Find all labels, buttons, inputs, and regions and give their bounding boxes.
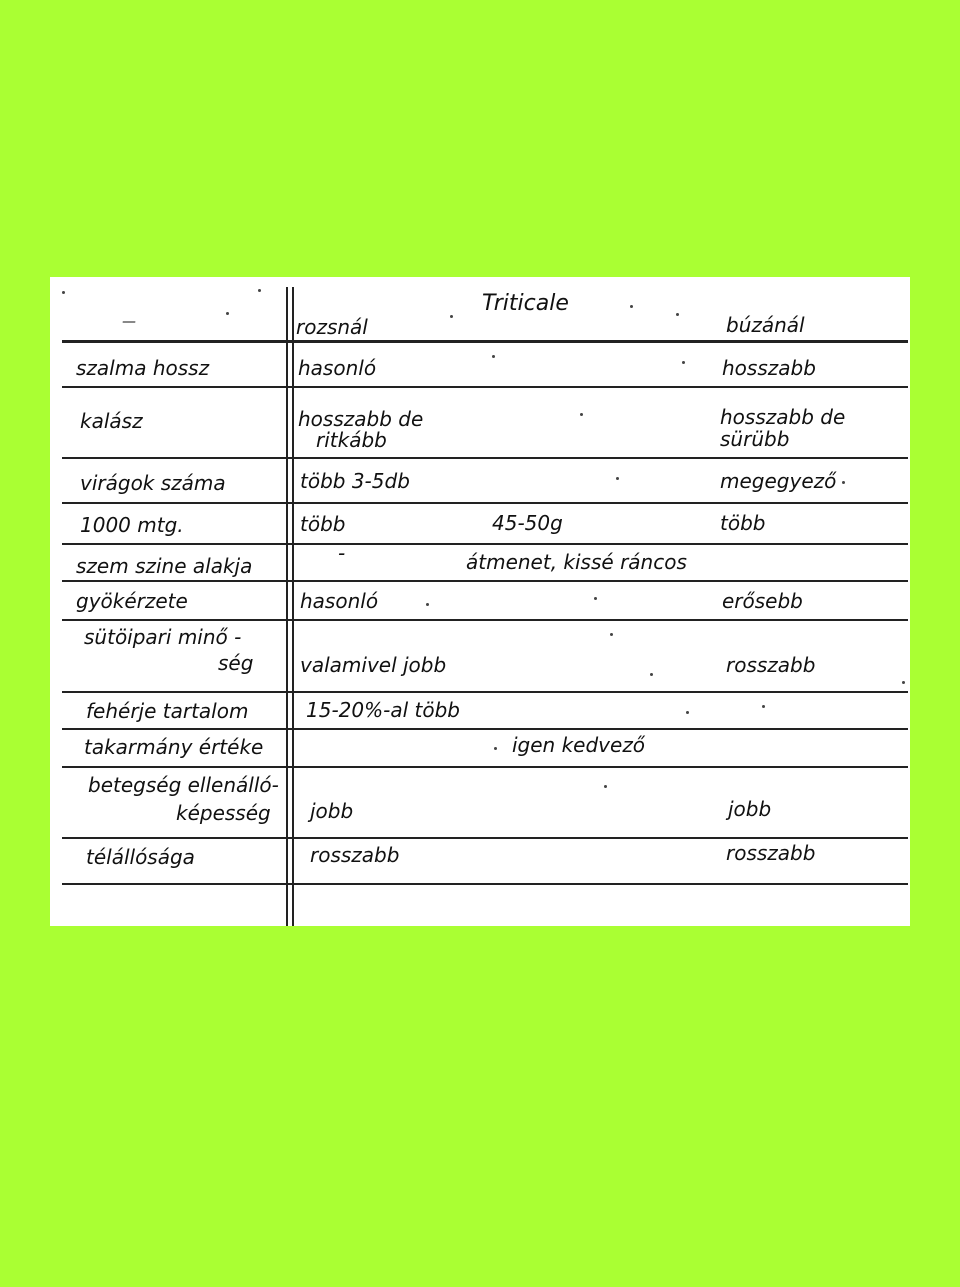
cell-buza: több (720, 511, 766, 535)
scan-speck (682, 361, 685, 364)
cell-center: átmenet, kissé ráncos (466, 550, 687, 574)
header-col-buzanal: búzánál (726, 313, 805, 337)
scan-speck (686, 711, 689, 714)
row-label: télállósága (86, 845, 195, 869)
cell-rozs: 15-20%-al több (306, 698, 460, 722)
cell-buza: hosszabb (722, 356, 816, 380)
row-divider-line (62, 619, 908, 621)
row-divider-line (62, 728, 908, 730)
scan-speck (580, 413, 583, 416)
scan-speck (258, 289, 261, 292)
row-label: szalma hossz (76, 356, 210, 380)
cell-rozs: hasonló (298, 356, 377, 380)
cell-rozs-line1: hosszabb de (298, 407, 424, 431)
cell-center: igen kedvező (512, 733, 646, 757)
row-divider-line (62, 580, 908, 582)
row-label-line2: ség (218, 651, 254, 675)
scan-speck (494, 747, 497, 750)
row-divider-line (62, 883, 908, 885)
cell-buza: rosszabb (726, 653, 816, 677)
header-corner-dash: — (122, 314, 136, 330)
scan-speck (676, 313, 679, 316)
column-divider-line (292, 287, 294, 926)
scan-speck (594, 597, 597, 600)
cell-rozs: több 3-5db (300, 469, 410, 493)
row-label-line1: sütöipari minő - (84, 625, 242, 649)
row-divider-line (62, 543, 908, 545)
scan-speck (902, 681, 905, 684)
cell-rozs: hasonló (300, 589, 379, 613)
scan-speck (604, 785, 607, 788)
scan-speck (226, 312, 229, 315)
cell-buza: erősebb (722, 589, 803, 613)
row-label-line2: képesség (176, 801, 271, 825)
row-label: gyökérzete (76, 589, 188, 613)
row-divider-line (62, 766, 908, 768)
cell-rozs-line2: ritkább (316, 428, 387, 452)
row-divider-line (62, 837, 908, 839)
row-divider-line (62, 386, 908, 388)
row-label: fehérje tartalom (86, 699, 249, 723)
cell-buza-line1: hosszabb de (720, 405, 846, 429)
row-divider-line (62, 340, 908, 343)
row-label: kalász (80, 409, 143, 433)
scanned-table-document (50, 277, 910, 926)
scan-speck (762, 705, 765, 708)
row-divider-line (62, 457, 908, 459)
cell-buza-line2: sürübb (720, 427, 790, 451)
header-col-rozsnal: rozsnál (296, 315, 368, 339)
cell-center: 45-50g (492, 511, 563, 535)
row-divider-line (62, 691, 908, 693)
scan-speck (62, 291, 65, 294)
cell-rozs: valamivel jobb (300, 653, 447, 677)
cell-buza: jobb (728, 797, 772, 821)
scan-speck (492, 355, 495, 358)
scan-speck (630, 305, 633, 308)
scan-speck (426, 603, 429, 606)
scan-speck (650, 673, 653, 676)
cell-rozs: - (338, 541, 346, 565)
row-label: szem szine alakja (76, 554, 253, 578)
scan-speck (610, 633, 613, 636)
row-label: virágok száma (80, 471, 226, 495)
row-label: takarmány értéke (84, 735, 264, 759)
scan-speck (450, 315, 453, 318)
scan-speck (842, 481, 845, 484)
cell-rozs: rosszabb (310, 843, 400, 867)
row-label: 1000 mtg. (80, 513, 184, 537)
cell-rozs: több (300, 512, 346, 536)
column-divider-line (286, 287, 288, 926)
row-label-line1: betegség ellenálló- (88, 773, 279, 797)
cell-rozs: jobb (310, 799, 354, 823)
scan-speck (616, 477, 619, 480)
cell-buza: rosszabb (726, 841, 816, 865)
row-divider-line (62, 502, 908, 504)
cell-buza: megegyező (720, 469, 837, 493)
header-title-triticale: Triticale (482, 291, 569, 316)
